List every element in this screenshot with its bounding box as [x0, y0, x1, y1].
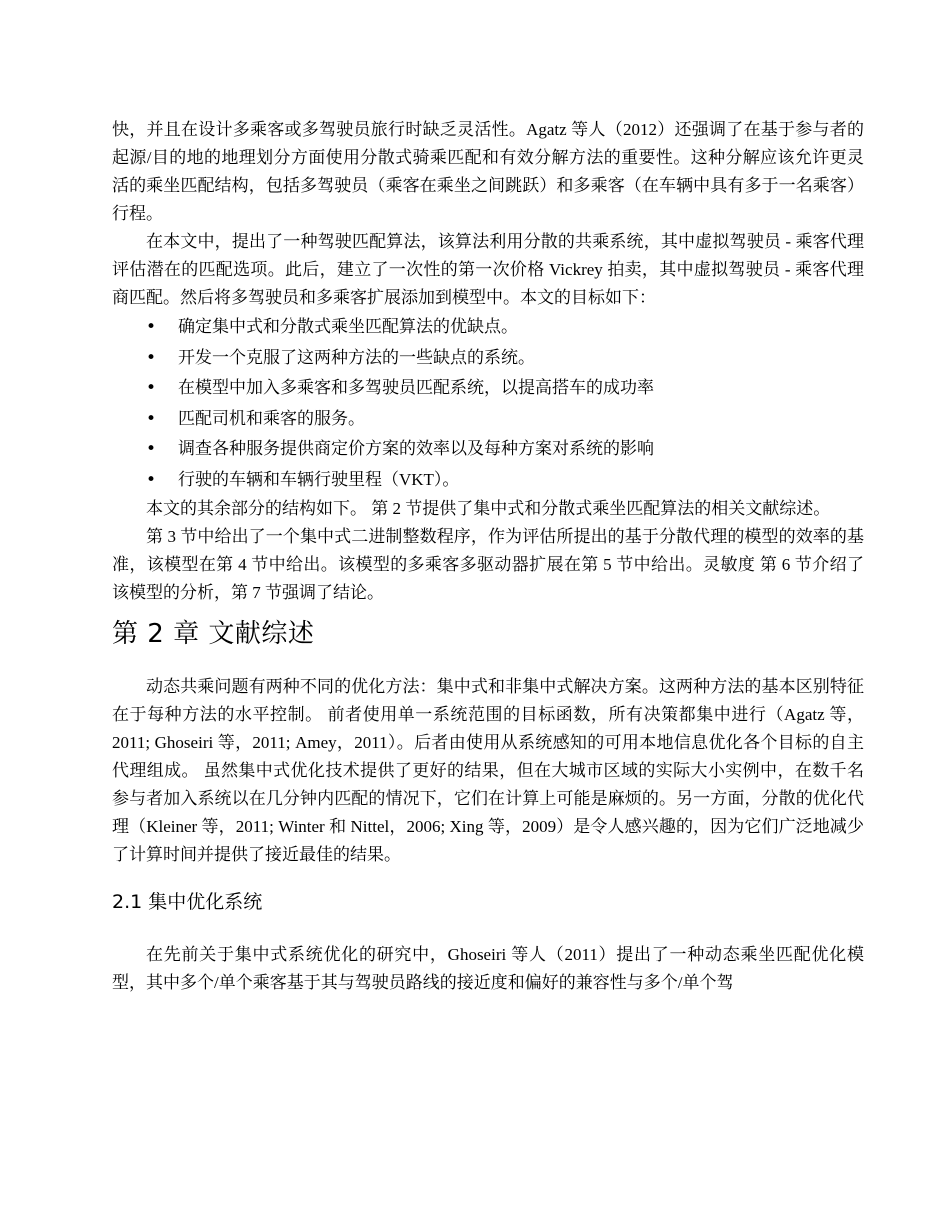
- list-item: • 确定集中式和分散式乘坐匹配算法的优缺点。: [112, 312, 864, 343]
- list-item: • 调查各种服务提供商定价方案的效率以及每种方案对系统的影响: [112, 434, 864, 465]
- paragraph-centralized-research: 在先前关于集中式系统优化的研究中，Ghoseiri 等人（2011）提出了一种动态乘坐匹配优化模型，其中多个/单个乘客基于其与驾驶员路线的接近度和偏好的兼容性与多个/单个驾: [112, 945, 864, 992]
- paragraph-intro-continued: 快，并且在设计多乘客或多驾驶员旅行时缺乏灵活性。Agatz 等人（2012）还强调了在基于参与者的起源/目的地的地理划分方面使用分散式骑乘匹配和有效分解方法的重要性。这种分解应该允许更灵活的乘坐匹配结构，包括多驾驶员（乘客在乘坐之间跳跃）和多乘客（在车辆中具有多于一名乘客）行程。: [112, 120, 864, 223]
- section-heading: 2.1 集中优化系统: [112, 891, 263, 913]
- paragraph-section-outline: 第 3 节中给出了一个集中式二进制整数程序，作为评估所提出的基于分散代理的模型的效率的基准，该模型在第 4 节中给出。该模型的多乘客多驱动器扩展在第 5 节中给出。灵敏度 第 6 节介绍了该模型的分析，第 7 节强调了结论。: [112, 527, 864, 602]
- bullet-icon: •: [146, 439, 157, 459]
- bullet-icon: •: [146, 408, 157, 429]
- list-item: • 行驶的车辆和车辆行驶里程（VKT）。: [112, 465, 864, 496]
- chapter-heading: 第 2 章 文献综述: [112, 619, 315, 649]
- list-item: • 在模型中加入多乘客和多驾驶员匹配系统，以提高搭车的成功率: [112, 373, 864, 404]
- paragraph-structure: 本文的其余部分的结构如下。 第 2 节提供了集中式和分散式乘坐匹配算法的相关文献综述。: [146, 499, 831, 518]
- list-item: • 匹配司机和乘客的服务。: [112, 404, 864, 435]
- objectives-list: [112, 312, 864, 495]
- page-content: [112, 116, 864, 997]
- list-item: • 开发一个克服了这两种方法的一些缺点的系统。: [112, 343, 864, 374]
- paragraph-method-overview: 在本文中，提出了一种驾驶匹配算法，该算法利用分散的共乘系统，其中虚拟驾驶员 - 乘客代理评估潜在的匹配选项。此后，建立了一次性的第一次价格 Vickrey 拍卖，其中虚拟驾驶员 - 乘客代理商匹配。然后将多驾驶员和多乘客扩展添加到模型中。本文的目标如下：: [112, 232, 864, 307]
- bullet-icon: •: [146, 469, 157, 490]
- bullet-icon: •: [146, 378, 157, 398]
- bullet-icon: •: [146, 347, 157, 368]
- paragraph-literature-review: 动态共乘问题有两种不同的优化方法：集中式和非集中式解决方案。这两种方法的基本区别特征在于每种方法的水平控制。 前者使用单一系统范围的目标函数，所有决策都集中进行（Agatz 等，2011; Ghoseiri 等，2011; Amey，2011）。后者由使用从系统感知的可用本地信息优化各个目标的自主代理组成。 虽然集中式优化技术提供了更好的结果，但在大城市区域的实际大小实例中，在数千名参与者加入系统以在几分钟内匹配的情况下，它们在计算上可能是麻烦的。另一方面，分散的优化代理（Kleiner 等，2011; Winter 和 Nittel，2006; Xing 等，2009）是令人感兴趣的，因为它们广泛地减少了计算时间并提供了接近最佳的结果。: [112, 677, 864, 864]
- bullet-icon: •: [146, 317, 157, 337]
